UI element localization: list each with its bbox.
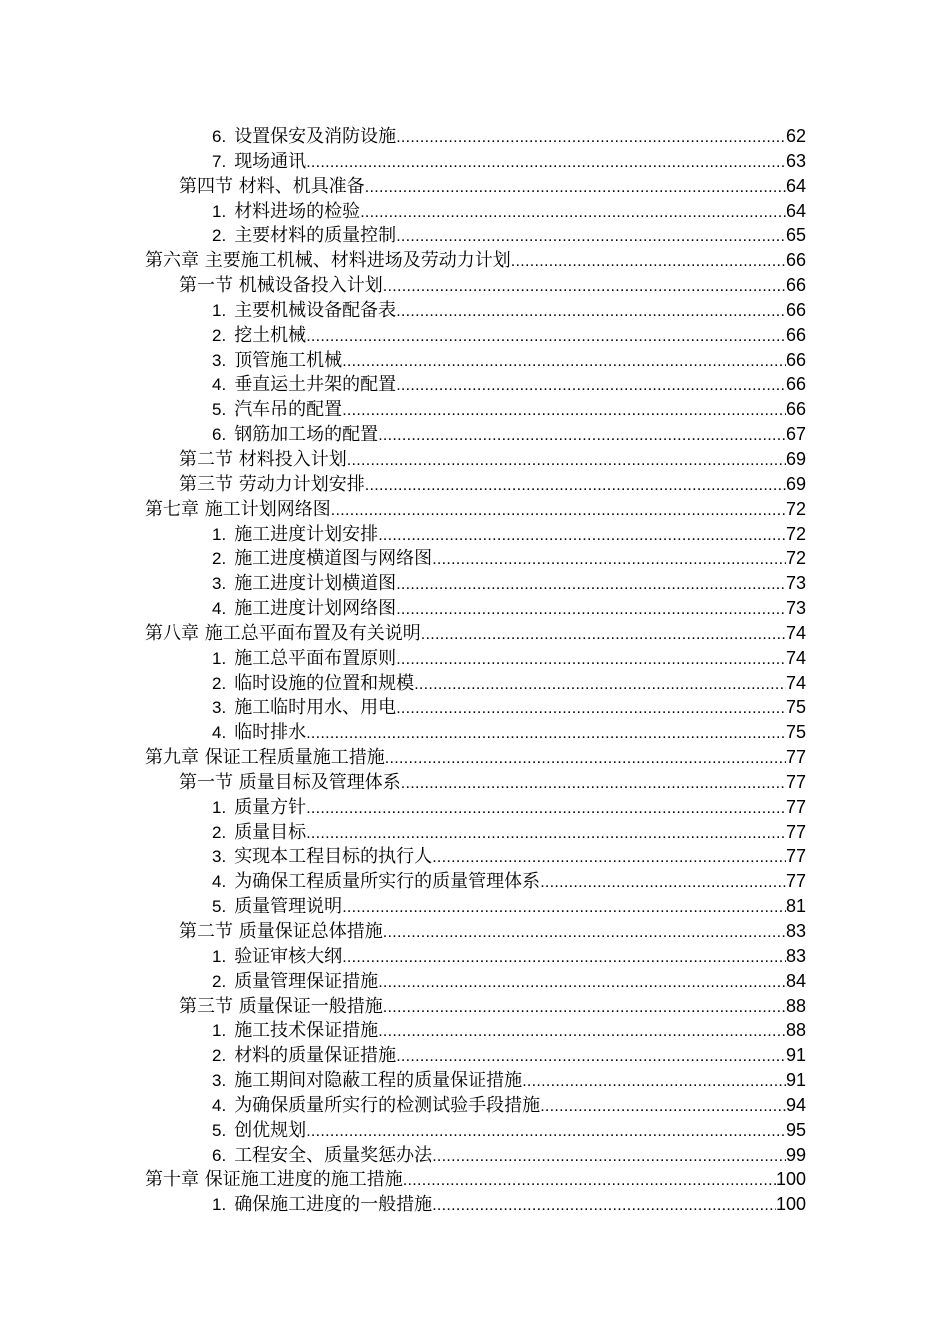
toc-entry-title: 临时排水: [234, 722, 307, 744]
toc-entry[interactable]: [145, 397, 806, 422]
toc-entry-page-number: 66: [785, 324, 806, 345]
toc-entry-number: 2.: [212, 1046, 227, 1066]
toc-entry-title: 施工总平面布置原则: [234, 647, 397, 669]
toc-entry-title: 为确保工程质量所实行的质量管理体系: [234, 871, 541, 893]
toc-entry-page-number: 75: [785, 722, 806, 743]
toc-entry-number: 2.: [212, 325, 227, 345]
toc-entry-title: 施工临时用水、用电: [234, 697, 397, 719]
toc-entry-title: 质量管理保证措施: [234, 970, 379, 992]
toc-dot-leader: [378, 971, 786, 994]
toc-entry[interactable]: [145, 1192, 806, 1217]
toc-entry-number: 5.: [212, 1120, 227, 1140]
toc-entry-title: 为确保质量所实行的检测试验手段措施: [234, 1094, 541, 1116]
toc-entry-page-number: 73: [785, 573, 806, 594]
toc-entry-number: 4.: [212, 599, 227, 619]
toc-entry-title: 钢筋加工场的配置: [234, 424, 379, 446]
toc-entry-page-number: 100: [775, 1169, 806, 1190]
toc-dot-leader: [378, 524, 786, 547]
toc-entry[interactable]: [145, 124, 806, 149]
toc-entry[interactable]: [145, 174, 806, 199]
toc-entry-title: 第九章 保证工程质量施工措施: [145, 747, 385, 769]
toc-dot-leader: [347, 449, 786, 472]
toc-entry-page-number: 64: [785, 175, 806, 196]
toc-dot-leader: [396, 648, 786, 671]
toc-entry-page-number: 77: [785, 747, 806, 768]
toc-entry-title: 材料的质量保证措施: [234, 1045, 397, 1067]
toc-entry-title: 施工进度计划安排: [234, 523, 379, 545]
toc-dot-leader: [396, 225, 786, 248]
toc-entry-title: 施工技术保证措施: [234, 1020, 379, 1042]
toc-entry-title: 第一节 质量目标及管理体系: [179, 771, 401, 793]
toc-entry-page-number: 88: [785, 1020, 806, 1041]
toc-entry-page-number: 62: [785, 126, 806, 146]
toc-entry-number: 2.: [212, 673, 227, 693]
toc-entry[interactable]: [145, 149, 806, 174]
toc-entry-number: 1.: [212, 300, 227, 320]
toc-entry-number: 3.: [212, 847, 227, 867]
toc-dot-leader: [401, 772, 786, 795]
toc-entry-number: 2.: [212, 226, 227, 246]
toc-entry-page-number: 77: [785, 821, 806, 842]
toc-entry[interactable]: [145, 1068, 806, 1093]
toc-entry-title: 施工进度计划横道图: [234, 573, 397, 595]
toc-entry-page-number: 66: [785, 250, 806, 271]
toc-entry-page-number: 77: [785, 796, 806, 817]
toc-entry[interactable]: [145, 770, 806, 795]
toc-entry[interactable]: [145, 745, 806, 770]
toc-entry[interactable]: [145, 621, 806, 646]
toc-entry-number: 4.: [212, 1095, 227, 1115]
toc-entry-page-number: 64: [785, 200, 806, 221]
toc-entry-title: 第二节 材料投入计划: [179, 448, 347, 470]
toc-entry-number: 3.: [212, 350, 227, 370]
toc-entry-page-number: 95: [785, 1119, 806, 1140]
toc-entry-title: 汽车吊的配置: [234, 399, 343, 421]
toc-entry[interactable]: [145, 348, 806, 373]
toc-dot-leader: [365, 474, 786, 497]
toc-entry-page-number: 72: [785, 498, 806, 519]
toc-entry-page-number: 69: [785, 448, 806, 469]
toc-entry-title: 质量方针: [234, 796, 307, 818]
toc-entry[interactable]: [145, 844, 806, 869]
toc-entry[interactable]: [145, 969, 806, 994]
toc-entry-title: 第三节 质量保证一般措施: [179, 995, 383, 1017]
toc-entry-page-number: 77: [785, 846, 806, 867]
table-of-contents: [145, 124, 806, 1217]
toc-dot-leader: [396, 697, 786, 720]
toc-entry-page-number: 66: [785, 349, 806, 370]
toc-dot-leader: [365, 176, 786, 199]
toc-dot-leader: [432, 1194, 776, 1217]
toc-entry-page-number: 74: [785, 647, 806, 668]
toc-entry-number: 6.: [212, 425, 227, 445]
toc-entry-page-number: 77: [785, 771, 806, 792]
toc-entry-title: 实现本工程目标的执行人: [234, 846, 433, 868]
toc-entry-title: 创优规划: [234, 1119, 307, 1141]
toc-dot-leader: [306, 151, 786, 174]
toc-entry[interactable]: [145, 497, 806, 522]
toc-entry-title: 验证审核大纲: [234, 945, 343, 967]
toc-dot-leader: [403, 1169, 776, 1192]
toc-entry[interactable]: [145, 869, 806, 894]
toc-entry[interactable]: [145, 223, 806, 248]
toc-entry-title: 临时设施的位置和规模: [234, 672, 415, 694]
toc-entry-title: 设置保安及消防设施: [234, 126, 397, 147]
toc-entry[interactable]: [145, 695, 806, 720]
toc-entry-page-number: 65: [785, 225, 806, 246]
toc-entry[interactable]: [145, 795, 806, 820]
toc-entry-title: 主要材料的质量控制: [234, 225, 397, 247]
toc-entry-page-number: 75: [785, 697, 806, 718]
toc-entry-number: 5.: [212, 400, 227, 420]
toc-entry-page-number: 91: [785, 1045, 806, 1066]
toc-entry[interactable]: [145, 199, 806, 224]
toc-entry-title: 第一节 机械设备投入计划: [179, 275, 383, 297]
toc-entry[interactable]: [145, 323, 806, 348]
toc-entry-page-number: 72: [785, 548, 806, 569]
toc-dot-leader: [306, 1120, 786, 1143]
toc-entry-title: 挖土机械: [234, 324, 307, 346]
toc-entry-title: 第七章 施工计划网络图: [145, 498, 331, 520]
toc-entry[interactable]: [145, 1118, 806, 1143]
toc-entry-page-number: 74: [785, 622, 806, 643]
toc-entry[interactable]: [145, 671, 806, 696]
toc-entry-title: 第二节 质量保证总体措施: [179, 921, 383, 942]
toc-entry-number: 4.: [212, 375, 227, 395]
toc-dot-leader: [396, 573, 786, 596]
toc-entry-number: 5.: [212, 897, 227, 917]
toc-entry-number: 1.: [212, 797, 227, 817]
toc-entry-number: 3.: [212, 698, 227, 718]
toc-dot-leader: [342, 350, 786, 373]
toc-dot-leader: [342, 896, 786, 919]
toc-entry-page-number: 73: [785, 598, 806, 619]
toc-dot-leader: [396, 1045, 786, 1068]
toc-entry-number: 3.: [212, 574, 227, 594]
toc-dot-leader: [360, 201, 786, 224]
toc-entry-number: 6.: [212, 127, 227, 146]
toc-entry-page-number: 67: [785, 424, 806, 445]
toc-entry-number: 2.: [212, 822, 227, 842]
toc-dot-leader: [306, 325, 786, 348]
toc-entry-number: 1.: [212, 648, 227, 668]
toc-entry[interactable]: [145, 298, 806, 323]
toc-entry[interactable]: [145, 820, 806, 845]
toc-dot-leader: [331, 499, 786, 522]
toc-dot-leader: [306, 822, 786, 845]
toc-entry-page-number: 100: [775, 1194, 806, 1215]
toc-entry-number: 7.: [212, 151, 227, 171]
toc-entry[interactable]: [145, 894, 806, 919]
toc-dot-leader: [306, 722, 786, 745]
toc-dot-leader: [378, 424, 786, 447]
toc-dot-leader: [306, 797, 786, 820]
toc-entry[interactable]: [145, 1167, 806, 1192]
toc-entry[interactable]: [145, 546, 806, 571]
toc-entry-page-number: 83: [785, 921, 806, 941]
toc-entry[interactable]: [145, 596, 806, 621]
toc-entry[interactable]: [145, 248, 806, 273]
toc-entry-page-number: 66: [785, 374, 806, 395]
toc-dot-leader: [522, 1070, 786, 1093]
toc-dot-leader: [383, 921, 786, 944]
toc-entry-number: 1.: [212, 1195, 227, 1215]
toc-entry-number: 1.: [212, 201, 227, 221]
toc-entry-number: 6.: [212, 1145, 227, 1165]
toc-entry-page-number: 77: [785, 871, 806, 892]
toc-entry-page-number: 66: [785, 275, 806, 296]
toc-entry[interactable]: [145, 472, 806, 497]
toc-dot-leader: [342, 946, 786, 969]
toc-dot-leader: [432, 548, 786, 571]
toc-entry-title: 工程安全、质量奖惩办法: [234, 1144, 433, 1166]
toc-entry-title: 第四节 材料、机具准备: [179, 175, 365, 197]
toc-entry-page-number: 99: [785, 1144, 806, 1165]
toc-entry-number: 2.: [212, 549, 227, 569]
toc-entry[interactable]: [145, 1143, 806, 1168]
toc-entry-number: 1.: [212, 1021, 227, 1041]
toc-entry-title: 第八章 施工总平面布置及有关说明: [145, 622, 421, 644]
toc-dot-leader: [432, 1145, 786, 1168]
toc-entry[interactable]: [145, 372, 806, 397]
toc-entry-number: 4.: [212, 872, 227, 892]
toc-entry[interactable]: [145, 720, 806, 745]
toc-entry-title: 施工进度横道图与网络图: [234, 548, 433, 570]
toc-entry[interactable]: [145, 1093, 806, 1118]
toc-entry-number: 3.: [212, 1071, 227, 1091]
toc-dot-leader: [421, 623, 786, 646]
toc-dot-leader: [540, 1095, 786, 1118]
toc-entry-title: 第十章 保证施工进度的施工措施: [145, 1169, 403, 1191]
toc-entry-number: 2.: [212, 971, 227, 991]
toc-entry-page-number: 72: [785, 523, 806, 544]
toc-dot-leader: [342, 399, 786, 422]
toc-entry-title: 现场通讯: [234, 150, 307, 172]
toc-dot-leader: [383, 996, 786, 1019]
toc-entry-title: 施工进度计划网络图: [234, 598, 397, 620]
toc-entry-title: 质量目标: [234, 821, 307, 843]
toc-entry[interactable]: [145, 522, 806, 547]
toc-entry-page-number: 91: [785, 1070, 806, 1091]
toc-entry-title: 确保施工进度的一般措施: [234, 1194, 433, 1216]
toc-dot-leader: [540, 871, 786, 894]
toc-entry-title: 第六章 主要施工机械、材料进场及劳动力计划: [145, 250, 511, 272]
toc-entry-page-number: 66: [785, 299, 806, 320]
toc-dot-leader: [396, 300, 786, 323]
toc-entry-page-number: 83: [785, 945, 806, 966]
toc-entry-number: 1.: [212, 946, 227, 966]
toc-entry-title: 主要机械设备配备表: [234, 299, 397, 321]
toc-entry[interactable]: [145, 919, 806, 944]
toc-entry-title: 施工期间对隐蔽工程的质量保证措施: [234, 1070, 523, 1092]
toc-entry-page-number: 94: [785, 1094, 806, 1115]
toc-entry-page-number: 69: [785, 473, 806, 494]
toc-entry[interactable]: [145, 1043, 806, 1068]
toc-entry[interactable]: [145, 447, 806, 472]
toc-dot-leader: [396, 126, 786, 149]
toc-entry-page-number: 74: [785, 672, 806, 693]
toc-entry-page-number: 88: [785, 995, 806, 1016]
toc-entry[interactable]: [145, 994, 806, 1019]
toc-entry[interactable]: [145, 646, 806, 671]
toc-entry-title: 垂直运土井架的配置: [234, 374, 397, 396]
toc-entry-number: 4.: [212, 723, 227, 743]
toc-entry[interactable]: [145, 422, 806, 447]
toc-dot-leader: [385, 747, 786, 770]
toc-entry-title: 第三节 劳动力计划安排: [179, 473, 365, 495]
toc-dot-leader: [511, 250, 786, 273]
toc-entry-page-number: 81: [785, 896, 806, 917]
toc-dot-leader: [396, 598, 786, 621]
toc-entry-number: 1.: [212, 524, 227, 544]
toc-dot-leader: [432, 846, 786, 869]
toc-entry-title: 顶管施工机械: [234, 349, 343, 371]
toc-entry[interactable]: [145, 273, 806, 298]
toc-entry[interactable]: [145, 944, 806, 969]
toc-dot-leader: [383, 275, 786, 298]
toc-entry-page-number: 84: [785, 970, 806, 991]
toc-dot-leader: [378, 1020, 786, 1043]
toc-entry[interactable]: [145, 1018, 806, 1043]
toc-dot-leader: [414, 673, 786, 696]
toc-dot-leader: [396, 374, 786, 397]
toc-entry-page-number: 63: [785, 150, 806, 171]
toc-entry[interactable]: [145, 571, 806, 596]
toc-entry-title: 材料进场的检验: [234, 200, 361, 222]
toc-entry-title: 质量管理说明: [234, 896, 343, 918]
toc-entry-page-number: 66: [785, 399, 806, 420]
